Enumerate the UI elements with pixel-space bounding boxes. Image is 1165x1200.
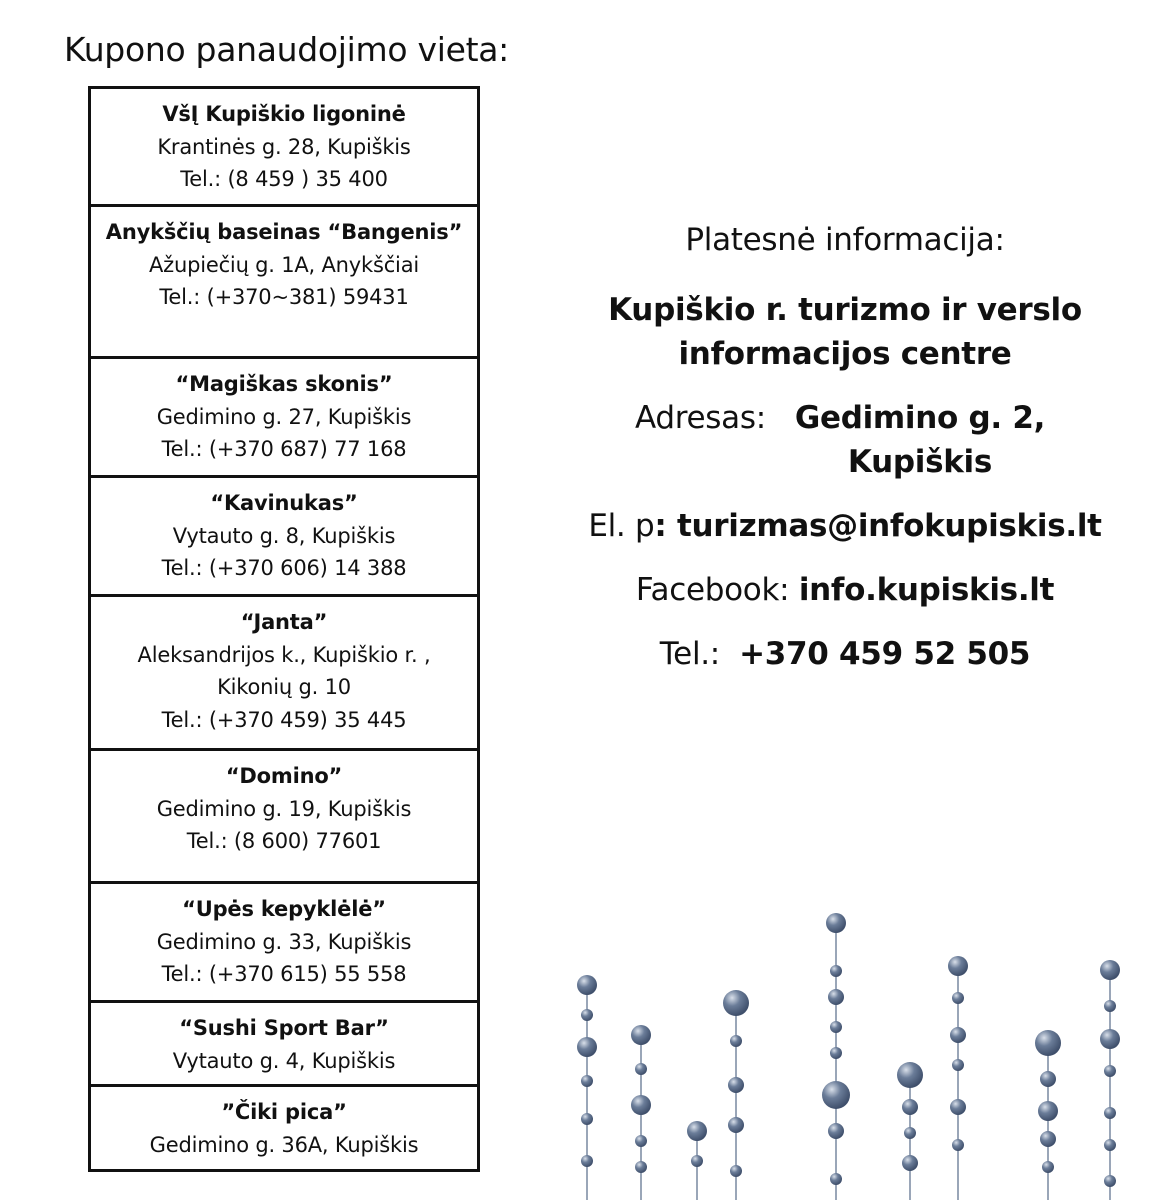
decorative-beads-graphic [560,905,1160,1200]
venue-row [91,207,477,359]
venue-row [91,1003,477,1087]
bead-strand [577,975,597,1200]
venue-name: ”Čiki pica” [221,1100,347,1124]
phone-value: +370 459 52 505 [739,636,1031,672]
bead [631,1025,651,1045]
venue-row [91,478,477,597]
bead [730,1165,742,1177]
bead [581,1113,593,1125]
bead-strand [723,990,749,1200]
info-panel [560,218,1130,676]
bead [635,1063,647,1075]
bead [635,1135,647,1147]
bead [828,989,844,1005]
venue-row [91,359,477,478]
bead [1100,960,1120,980]
email-value[interactable]: : turizmas@infokupiskis.lt [654,508,1102,544]
venue-name: VšĮ Kupiškio ligoninė [162,102,406,126]
venue-detail: Krantinės g. 28, Kupiškis [157,134,411,159]
venue-detail: Vytauto g. 4, Kupiškis [172,1048,396,1073]
venue-name: “Domino” [225,764,343,788]
bead [1100,1029,1120,1049]
info-phone [560,632,1130,676]
bead [723,990,749,1016]
bead [1035,1030,1061,1056]
bead [577,1037,597,1057]
bead-strand [948,956,968,1200]
facebook-label: Facebook: [635,572,790,608]
bead [826,913,846,933]
coupon-location-heading: Kupono panaudojimo vieta: [64,30,509,69]
venue-row [91,1087,477,1169]
bead [902,1099,918,1115]
bead [830,1173,842,1185]
bead [635,1161,647,1173]
info-organization: Kupiškio r. turizmo ir verslo informacijos centre [608,292,1082,372]
venue-detail: Gedimino g. 36A, Kupiškis [149,1132,419,1157]
bead [1040,1071,1056,1087]
venue-detail: Gedimino g. 19, Kupiškis [156,796,412,821]
venue-detail: Kikonių g. 10 [217,675,351,699]
bead [830,965,842,977]
venue-detail: Aleksandrijos k., Kupiškio r. , [137,642,431,667]
venue-detail: Tel.: (+370 615) 55 558 [161,962,407,986]
bead [1104,1065,1116,1077]
bead-strand [1100,960,1120,1200]
venue-row [91,597,477,751]
bead [1040,1131,1056,1147]
bead-strand [897,1062,923,1200]
bead [904,1127,916,1139]
bead [950,1027,966,1043]
bead [687,1121,707,1141]
bead-strand [822,913,850,1200]
venue-name: Anykščių baseinas “Bangenis” [105,220,463,244]
venue-row [91,884,477,1003]
bead [952,992,964,1004]
info-address [560,396,1130,484]
bead [950,1099,966,1115]
bead [691,1155,703,1167]
bead [952,1139,964,1151]
venue-row [91,751,477,884]
facebook-value[interactable]: info.kupiskis.lt [798,572,1055,608]
phone-label: Tel.: [659,636,720,672]
venue-detail: Vytauto g. 8, Kupiškis [172,523,396,548]
bead-strand [631,1025,651,1200]
bead-strand [687,1121,707,1200]
bead [728,1117,744,1133]
venue-detail: Tel.: (8 600) 77601 [186,829,382,853]
bead [730,1035,742,1047]
bead [1104,1175,1116,1187]
venue-name: “Magiškas skonis” [175,372,393,396]
bead [1104,1000,1116,1012]
bead-strand [1035,1030,1061,1200]
venue-list [88,86,480,1172]
bead [830,1047,842,1059]
bead [822,1081,850,1109]
bead [948,956,968,976]
bead [631,1095,651,1115]
email-label: El. p [588,508,655,544]
bead [897,1062,923,1088]
address-value: Gedimino g. 2, Kupiškis [794,400,1046,480]
bead [902,1155,918,1171]
venue-detail: Tel.: (8 459 ) 35 400 [180,167,388,191]
info-title: Platesnė informacija: [685,222,1005,258]
venue-row [91,89,477,207]
venue-detail: Tel.: (+370 606) 14 388 [161,556,407,580]
bead [952,1059,964,1071]
bead [1104,1107,1116,1119]
venue-name: “Janta” [240,610,328,634]
venue-name: “Upės kepyklėlė” [182,897,386,921]
bead [581,1009,593,1021]
bead [830,1021,842,1033]
bead [1104,1139,1116,1151]
venue-detail: Tel.: (+370 687) 77 168 [161,437,407,461]
bead [1038,1101,1058,1121]
venue-detail: Gedimino g. 27, Kupiškis [156,404,412,429]
venue-detail: Tel.: (+370 459) 35 445 [161,707,407,732]
bead [828,1123,844,1139]
bead [581,1155,593,1167]
bead [728,1077,744,1093]
venue-detail: Ažupiečių g. 1A, Anykščiai [149,252,419,277]
venue-name: “Sushi Sport Bar” [179,1016,389,1040]
venue-detail: Tel.: (+370~381) 59431 [159,285,409,309]
info-email [560,504,1130,548]
address-label: Adresas: [635,400,766,436]
venue-name: “Kavinukas” [210,491,358,515]
bead [577,975,597,995]
bead [581,1075,593,1087]
venue-detail: Gedimino g. 33, Kupiškis [156,929,412,954]
info-facebook [560,568,1130,612]
bead [1042,1161,1054,1173]
